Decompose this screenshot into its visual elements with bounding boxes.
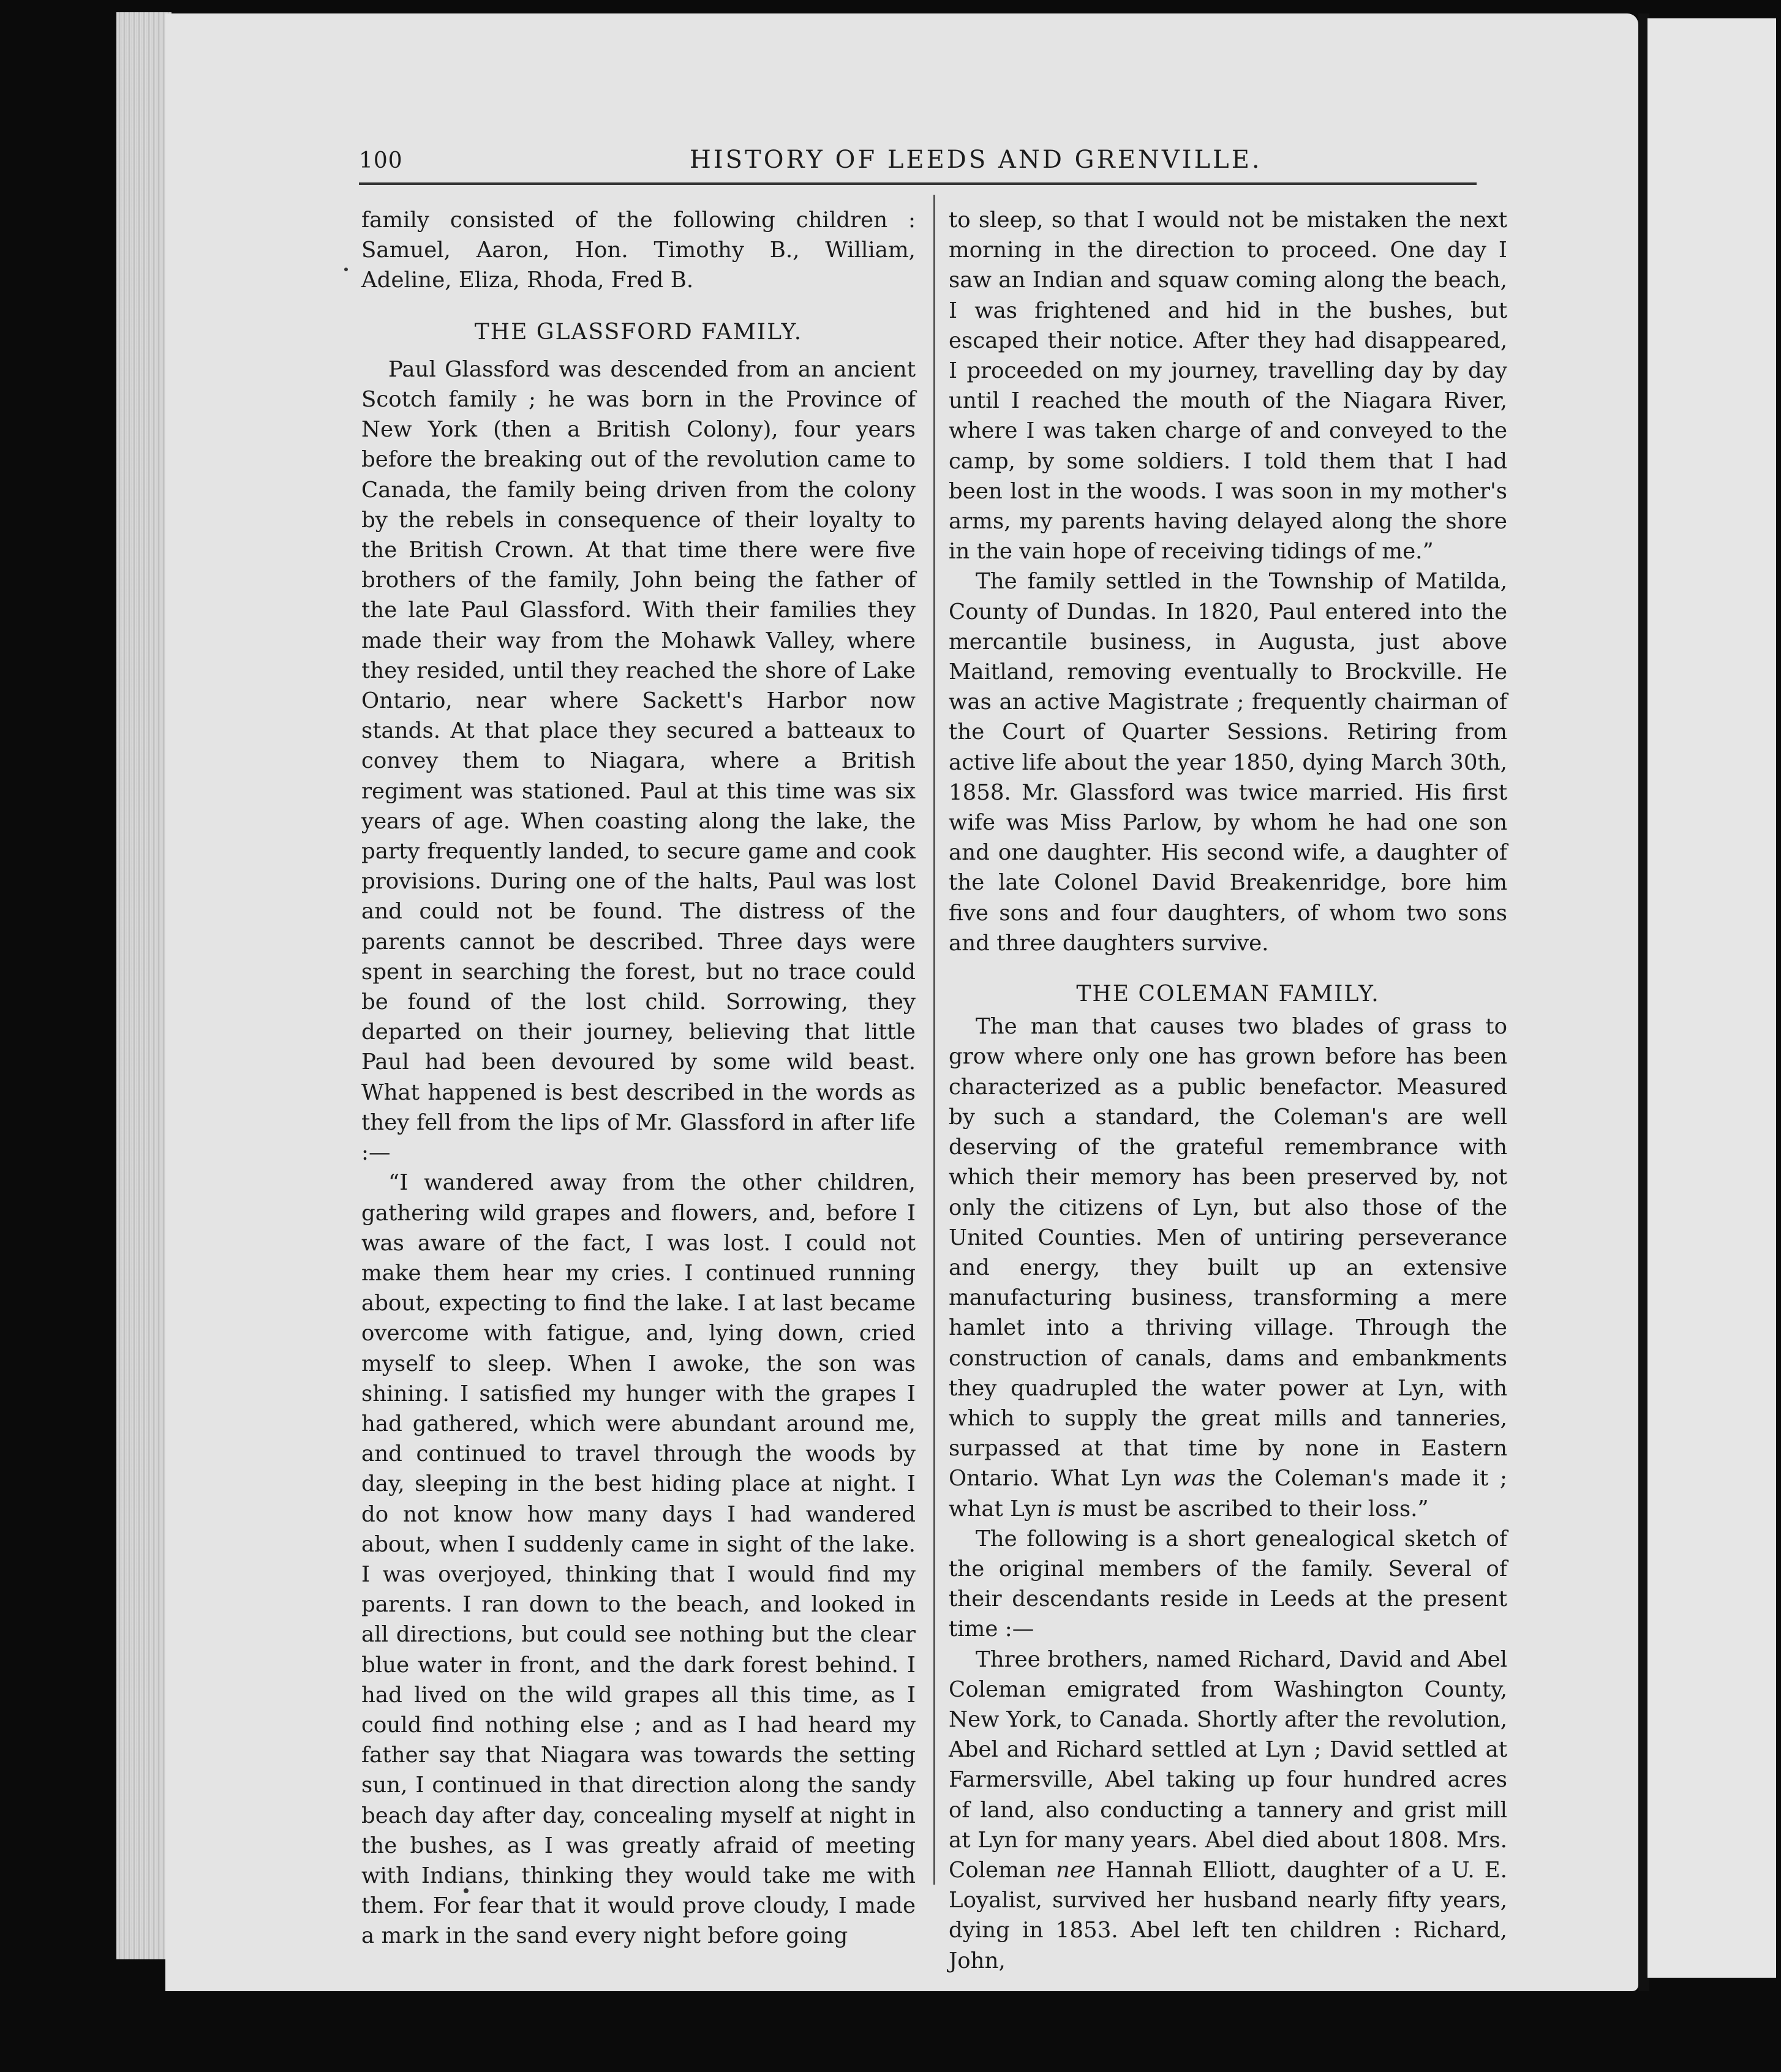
page-edges — [116, 12, 171, 1959]
paragraph-quote-continued: to sleep, so that I would not be mistaken the next morning in the direction to proceed. One day I saw an Indian and squaw coming along the beach, I was frightened and hid in the bushes, but escaped their notice. After they had disappeared, I proceeded on my journey, travelling day by day until I reached the mouth of the Niagara River, where I was taken charge of and conveyed to the camp, by some soldiers. I told them that I had been lost in the woods. I was soon in my mother's arms, my parents having delayed along the shore in the vain hope of receiving tidings of me.” — [949, 208, 1507, 565]
page-header — [359, 145, 1477, 181]
header-rule — [359, 182, 1477, 185]
facing-page-edge — [1647, 18, 1776, 1978]
section-heading-glassford: THE GLASSFORD FAMILY. — [474, 319, 803, 345]
text-run: the Coleman's made it ; what Lyn — [949, 1466, 1508, 1522]
text-run: Hannah Elliott, daughter of a U. E. Loyalist, survived her husband nearly fifty years, dying in 1853. Abel left ten children : Richard, John, — [949, 1857, 1507, 1973]
page-number: 100 — [359, 148, 403, 173]
paragraph-glassford-quote: “I wandered away from the other children, gathering wild grapes and flowers, and, before I was aware of the fact, I was lost. I could not make them hear my cries. I continued running about, expecting to find the lake. I at last became overcome with fatigue, and, lying down, cried myself to sleep. When I awoke, the son was shining. I satisfied my hunger with the grapes I had gathered, which were abundant around me, and continued to travel through the woods by day, sleeping in the best hiding place at night. I do not know how many days I had wandered about, when I suddenly came in sight of the lake. I was overjoyed, thinking that I would find my parents. I ran down to the beach, and looked in all directions, but could see nothing but the clear blue water in front, and the dark forest behind. I had lived on the wild grapes all this time, as I could find nothing else ; and as I had heard my father say that Niagara was towards the setting sun, I continued in that direction along the sandy beach day after day, concealing myself at night in the bushes, as I was greatly afraid of meeting with Indians, thinking they would take me with them. For fear that it would prove cloudy, I made a mark in the sand every night before going — [361, 1170, 916, 1949]
paragraph-glassford-history: Paul Glassford was descended from an ancient Scotch family ; he was born in the Province of New York (then a British Colony), four years before the breaking out of the revolution came to Canada, the family being driven from the colony by the rebels in consequence of their loyalty to the British Crown. At that time there were five brothers of the family, John being the father of the late Paul Glassford. With their families they made their way from the Mohawk Valley, where they resided, until they reached the shore of Lake Ontario, near where Sackett's Harbor now stands. At that place they secured a batteaux to convey them to Niagara, where a British regiment was stationed. Paul at this time was six years of age. When coasting along the lake, the party frequently landed, to secure game and cook provisions. During one of the halts, Paul was lost and could not be found. The distress of the parents cannot be described. Three days were spent in searching the forest, but no trace could be found of the lost child. Sorrowing, they departed on their journey, believing that little Paul had been devoured by some wild beast. What happened is best described in the words as they fell from the lips of Mr. Glassford in after life :— — [361, 356, 916, 1166]
ink-speck — [464, 1888, 469, 1893]
section-heading-coleman: THE COLEMAN FAMILY. — [1076, 982, 1380, 1007]
italic-was: was — [1172, 1466, 1216, 1492]
text-run: The man that causes two blades of grass to grow where only one has grown before has been characterized as a public benefactor. Measured by such a standard, the Coleman's are well deserving of the grateful remembrance with which their memory has been preserved by, not only the citizens of Lyn, but also those of the United Counties. Men of untiring perseverance and energy, they built up an extensive manufacturing business, transforming a mere hamlet into a thriving village. Through the construction of canals, dams and embankments they quadrupled the water power at Lyn, with which to supply the great mills and tanneries, surpassed at that time by none in Eastern Ontario. What Lyn — [949, 1014, 1507, 1492]
text-run: must be ascribed to their loss.” — [1082, 1496, 1429, 1522]
column-divider — [933, 195, 935, 1885]
italic-nee: nee — [1056, 1857, 1096, 1883]
paragraph-coleman-benefactor — [949, 1012, 1507, 1523]
paragraph-coleman-brothers — [949, 1645, 1507, 1976]
right-column — [949, 205, 1507, 1976]
italic-is: is — [1057, 1496, 1076, 1522]
paragraph-genealogy-intro: The following is a short genealogical sketch of the original members of the family. Several of their descendants reside in Leeds at the present time :— — [949, 1526, 1507, 1642]
running-title: HISTORY OF LEEDS AND GRENVILLE. — [690, 146, 1262, 174]
left-column — [361, 205, 916, 1951]
ink-speck — [344, 268, 348, 271]
paragraph-intro: family consisted of the following children : Samuel, Aaron, Hon. Timothy B., William, Adeline, Eliza, Rhoda, Fred B. — [361, 208, 916, 293]
paragraph-glassford-settlement: The family settled in the Township of Matilda, County of Dundas. In 1820, Paul entered into the mercantile business, in Augusta, just above Maitland, removing eventually to Brockville. He was an active Magistrate ; frequently chairman of the Court of Quarter Sessions. Retiring from active life about the year 1850, dying March 30th, 1858. Mr. Glassford was twice married. His first wife was Miss Parlow, by whom he had one son and one daughter. His second wife, a daughter of the late Colonel David Breakenridge, bore him five sons and four daughters, of whom two sons and three daughters survive. — [949, 569, 1507, 956]
text-run: Three brothers, named Richard, David and Abel Coleman emigrated from Washington County, New York, to Canada. Shortly after the revolution, Abel and Richard settled at Lyn ; David settled at Farmersville, Abel taking up four hundred acres of land, also conducting a tannery and grist mill at Lyn for many years. Abel died about 1808. Mrs. Coleman — [949, 1646, 1507, 1883]
